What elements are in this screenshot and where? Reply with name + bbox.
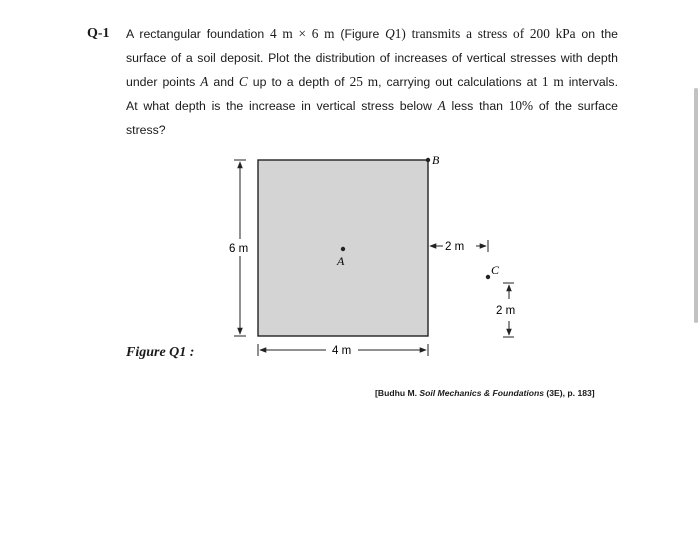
text-run: 1) transmits a stress of bbox=[394, 26, 530, 41]
text-run: of the surface bbox=[533, 99, 618, 113]
c-depth-label: 2 m bbox=[496, 305, 516, 317]
text-run: under points bbox=[126, 75, 201, 89]
interval-value: 1 m bbox=[541, 74, 564, 89]
figure-ref-q: Q bbox=[385, 26, 395, 41]
scrollbar[interactable] bbox=[694, 88, 698, 323]
width-label: 4 m bbox=[332, 345, 352, 357]
depth-value: 25 m bbox=[349, 74, 379, 89]
text-run: , carrying out calculations at bbox=[378, 75, 542, 89]
point-a-label: A bbox=[337, 254, 345, 268]
text-run: intervals. bbox=[563, 75, 618, 89]
point-b-marker bbox=[426, 158, 430, 162]
point-b-label: B bbox=[432, 153, 440, 167]
point-a-ref: A bbox=[437, 98, 446, 113]
point-c-label: C bbox=[491, 263, 500, 277]
figure-label: Figure Q1 : bbox=[126, 345, 195, 360]
text-run: A rectangular foundation bbox=[126, 27, 271, 41]
text-run: up to a depth of bbox=[247, 75, 350, 89]
text-run: At what depth is the increase in vertical stress below bbox=[126, 99, 438, 113]
stress-value: 200 kPa bbox=[529, 26, 576, 41]
text-run: and bbox=[208, 75, 239, 89]
text-run: surface of a soil deposit. Plot the distribution of increases of vertical stresses with depth bbox=[126, 51, 618, 65]
point-c-marker bbox=[486, 275, 490, 279]
foundation-dimensions: 4 m × 6 m bbox=[270, 26, 335, 41]
offset-label: 2 m bbox=[445, 241, 465, 253]
citation-prefix: [Budhu M. bbox=[375, 388, 420, 398]
point-a-ref: A bbox=[200, 74, 209, 89]
point-a-marker bbox=[341, 247, 345, 251]
text-run: stress? bbox=[126, 123, 166, 137]
height-label: 6 m bbox=[229, 243, 249, 255]
point-c-ref: C bbox=[238, 74, 248, 89]
text-run: (Figure bbox=[334, 27, 386, 41]
text-run: less than bbox=[445, 99, 509, 113]
citation-suffix: (3E), p. 183] bbox=[544, 388, 595, 398]
percent-value: 10% bbox=[508, 98, 534, 113]
citation bbox=[375, 388, 595, 398]
citation-title: Soil Mechanics & Foundations bbox=[419, 388, 545, 398]
question-number: Q-1 bbox=[87, 26, 110, 41]
text-run: on the bbox=[575, 27, 619, 41]
